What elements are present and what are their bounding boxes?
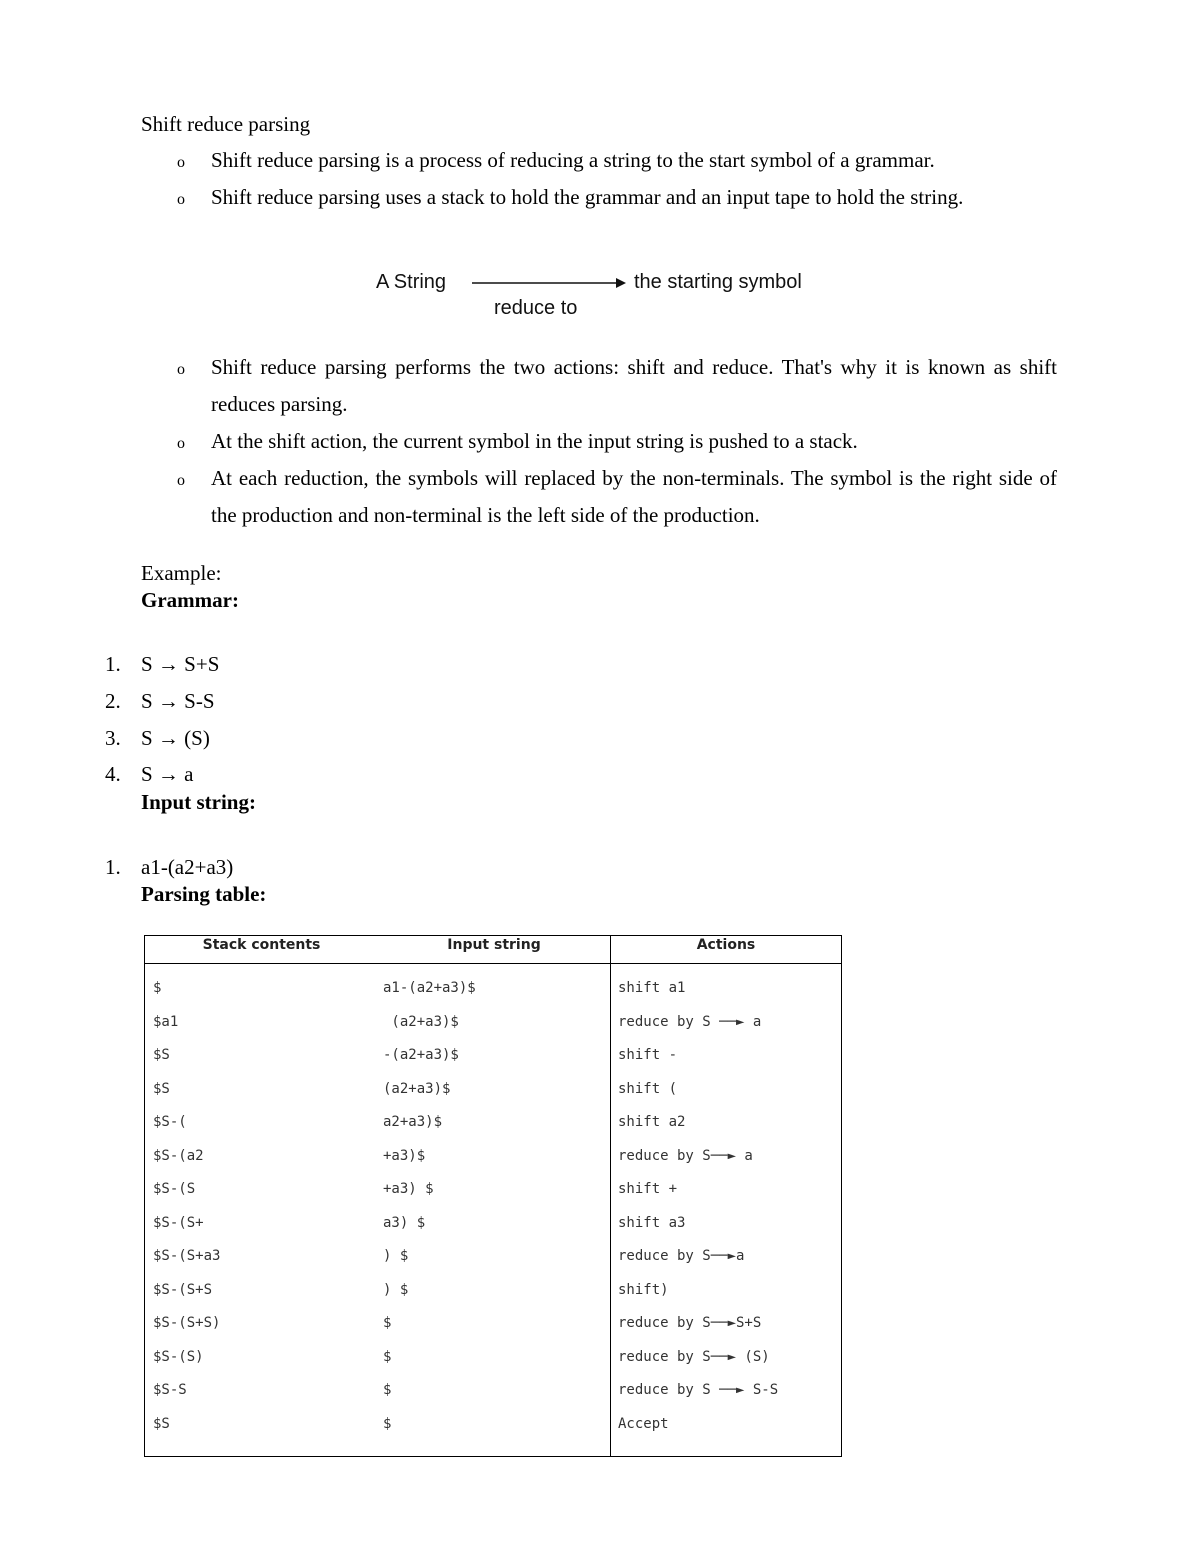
input-cell: $	[383, 1348, 392, 1365]
action-cell: shift a3	[618, 1214, 686, 1231]
parsing-table-heading: Parsing table:	[141, 882, 267, 906]
input-cell: a2+a3)$	[383, 1114, 443, 1130]
grammar-rule: S → S+S	[141, 652, 220, 676]
action-cell: shift (	[618, 1080, 678, 1097]
input-cell: +a3) $	[383, 1181, 434, 1197]
stack-cell: $S-(S+S)	[153, 1315, 221, 1331]
grammar-number: 1.	[105, 652, 121, 676]
grammar-number: 3.	[105, 726, 121, 750]
parsing-table	[144, 935, 842, 1457]
figure-right-label: the starting symbol	[634, 271, 802, 293]
stack-cell: $	[153, 980, 162, 996]
stack-cell: $S-(	[153, 1114, 187, 1130]
header-input-string: Input string	[447, 937, 541, 953]
stack-cell: $S-(S	[153, 1181, 196, 1197]
bullet-item: At each reduction, the symbols will replaced by the non-terminals. The symbol is the right side of the production and non-terminal is the left side of the production.	[211, 466, 1057, 527]
action-cell: Accept	[618, 1415, 669, 1432]
grammar-rule: S → (S)	[141, 726, 210, 750]
grammar-number: 4.	[105, 762, 121, 786]
action-cell: reduce by S──► a	[618, 1147, 753, 1164]
bullet-item: At the shift action, the current symbol in the input string is pushed to a stack.	[211, 429, 858, 453]
example-label: Example:	[141, 561, 222, 585]
stack-cell: $a1	[153, 1013, 179, 1030]
stack-cell: $S-S	[153, 1382, 187, 1398]
input-cell: $	[383, 1382, 392, 1398]
action-cell: reduce by S ──► S-S	[618, 1382, 779, 1398]
action-cell: shift +	[618, 1181, 678, 1197]
column-divider	[610, 936, 611, 1456]
bullet-marker: o	[177, 472, 185, 489]
stack-cell: $S-(S)	[153, 1348, 204, 1365]
input-cell: a1-(a2+a3)$	[383, 980, 476, 996]
bullet-item: Shift reduce parsing uses a stack to hold the grammar and an input tape to hold the string.	[211, 185, 964, 209]
grammar-heading: Grammar:	[141, 588, 239, 612]
action-cell: reduce by S──►S+S	[618, 1315, 762, 1331]
input-cell: $	[383, 1415, 392, 1432]
bullet-marker: o	[177, 435, 185, 452]
grammar-rule: S → S-S	[141, 689, 215, 713]
stack-cell: $S-(S+a3	[153, 1248, 221, 1264]
grammar-rule: S → a	[141, 762, 194, 786]
reduce-arrow-icon	[470, 276, 630, 290]
input-cell: ) $	[383, 1248, 409, 1264]
input-string-heading: Input string:	[141, 790, 256, 814]
stack-cell: $S	[153, 1080, 170, 1097]
bullet-marker: o	[177, 191, 185, 208]
header-actions: Actions	[696, 937, 756, 953]
stack-cell: $S	[153, 1047, 170, 1063]
stack-cell: $S	[153, 1415, 170, 1432]
action-cell: shift)	[618, 1281, 669, 1298]
stack-cell: $S-(a2	[153, 1147, 204, 1164]
bullet-marker: o	[177, 154, 185, 171]
input-cell: $	[383, 1315, 392, 1331]
action-cell: shift -	[618, 1047, 678, 1063]
grammar-number: 2.	[105, 689, 121, 713]
input-cell: +a3)$	[383, 1147, 426, 1164]
table-header	[145, 936, 841, 964]
input-cell: (a2+a3)$	[383, 1013, 459, 1030]
input-cell: (a2+a3)$	[383, 1080, 451, 1097]
bullet-marker: o	[177, 361, 185, 378]
action-cell: shift a1	[618, 980, 686, 996]
bullet-item: Shift reduce parsing performs the two actions: shift and reduce. That's why it is known as shift reduces parsing.	[211, 355, 1057, 416]
stack-cell: $S-(S+S	[153, 1281, 213, 1298]
action-cell: shift a2	[618, 1114, 686, 1130]
input-cell: -(a2+a3)$	[383, 1047, 459, 1063]
input-cell: a3) $	[383, 1214, 426, 1231]
figure-arrow-label: reduce to	[494, 297, 578, 319]
figure-left-label: A String	[376, 271, 447, 293]
input-number: 1.	[105, 855, 121, 879]
action-cell: reduce by S──►a	[618, 1248, 745, 1264]
action-cell: reduce by S──► (S)	[618, 1348, 770, 1365]
input-string-value: a1-(a2+a3)	[141, 855, 234, 879]
action-cell: reduce by S ──► a	[618, 1013, 762, 1030]
bullet-item: Shift reduce parsing is a process of reducing a string to the start symbol of a grammar.	[211, 148, 935, 172]
input-cell: ) $	[383, 1281, 409, 1298]
page-title: Shift reduce parsing	[141, 112, 311, 136]
stack-cell: $S-(S+	[153, 1214, 204, 1231]
header-stack-contents: Stack contents	[202, 937, 321, 953]
